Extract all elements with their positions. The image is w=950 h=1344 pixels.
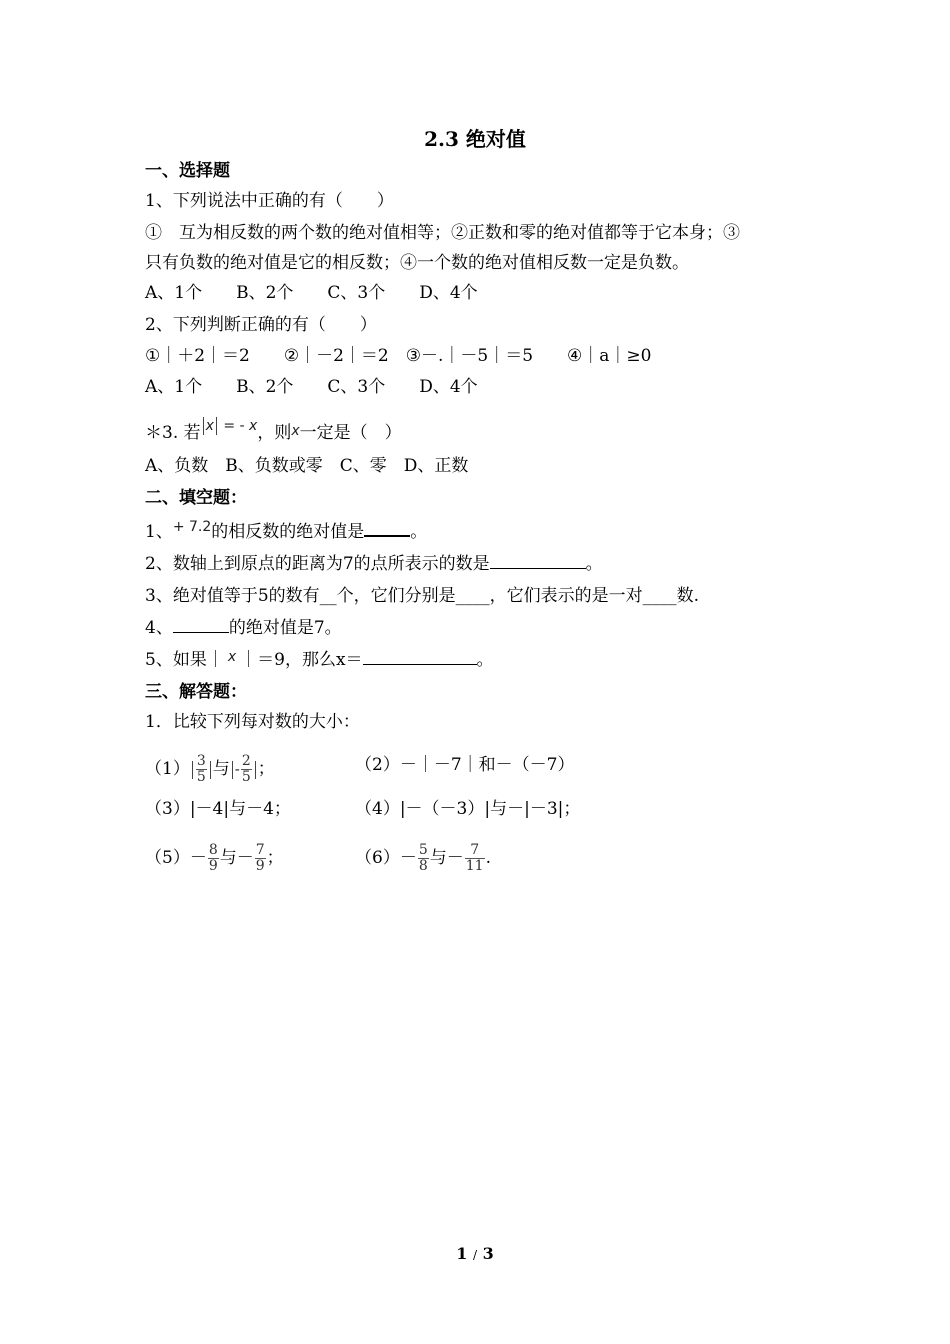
solve-part-6-label: （6）－ [355, 848, 417, 868]
fill-5-text: ｜＝9，那么x＝ [240, 650, 363, 670]
page-current: 1 [456, 1244, 468, 1263]
fill-1-expression: + 7.2 [172, 519, 212, 535]
fill-2 [145, 553, 603, 575]
solve-part-2: （2）－｜－7｜和－（－7） [355, 755, 575, 775]
fraction-2-5 [241, 754, 252, 785]
question-1-options: A、1个 B、2个 C、3个 D、4个 [145, 283, 478, 303]
section-heading-choice: 一、选择题 [145, 161, 230, 181]
abs-bar [210, 761, 211, 779]
solve-part-1-mid: 与 [212, 759, 230, 779]
fraction-numerator: 2 [241, 753, 251, 769]
page-title: 2.3 绝对值 [424, 127, 526, 151]
fraction-denominator: 5 [241, 769, 251, 785]
question-1-line-1: ① 互为相反数的两个数的绝对值相等；②正数和零的绝对值都等于它本身；③ [145, 223, 740, 243]
solve-part-1-label: （1） [145, 759, 190, 779]
solve-part-1-minus: - [234, 762, 240, 778]
page-number [0, 1244, 950, 1263]
abs-bar-right [216, 417, 217, 435]
fill-1-end: 。 [410, 522, 428, 542]
fill-5-var: x [227, 649, 237, 665]
solve-part-5 [145, 843, 284, 874]
fill-4-prefix: 4、 [145, 618, 173, 638]
fraction-denominator: 5 [196, 769, 206, 785]
page-separator: / [472, 1248, 478, 1262]
fill-5-prefix: 5、如果｜ [145, 650, 224, 670]
fill-1-prefix: 1、 [145, 522, 173, 542]
solve-part-3: （3）|－4|与－4； [145, 799, 291, 819]
abs-bar-left [203, 417, 204, 435]
fraction-denominator: 9 [208, 858, 218, 874]
fraction-numerator: 5 [418, 842, 428, 858]
solve-part-1 [145, 754, 275, 785]
fill-4-text: 的绝对值是7。 [228, 618, 342, 638]
fraction-5-8 [418, 843, 429, 874]
question-1-stem: 1、下列说法中正确的有（ ） [145, 191, 394, 211]
solve-part-5-mid: 与－ [219, 848, 254, 868]
abs-bar [232, 761, 233, 779]
fill-5-end: 。 [476, 650, 494, 670]
solve-part-5-end: ； [266, 848, 284, 868]
solve-part-5-label: （5）－ [145, 848, 207, 868]
question-3-options: A、负数 B、负数或零 C、零 D、正数 [145, 456, 469, 476]
fraction-numerator: 8 [208, 842, 218, 858]
fraction-7-9 [255, 843, 266, 874]
abs-bar [255, 761, 256, 779]
fraction-7-11 [465, 843, 485, 874]
solve-part-4: （4）|－（－3）|与－|－3|； [355, 799, 581, 819]
question-1-line-2: 只有负数的绝对值是它的相反数；④一个数的绝对值相反数一定是负数。 [145, 253, 689, 273]
solve-1-stem: 1．比较下列每对数的大小： [145, 712, 360, 732]
fill-2-blank[interactable] [490, 554, 586, 569]
question-3-stem [145, 418, 402, 445]
fill-1-blank[interactable] [364, 521, 410, 537]
fill-2-text: 2、数轴上到原点的距离为7的点所表示的数是 [145, 554, 490, 574]
solve-part-6 [355, 843, 491, 874]
fraction-denominator: 8 [418, 858, 428, 874]
fraction-denominator: 11 [465, 858, 484, 874]
question-2-stem: 2、下列判断正确的有（ ） [145, 315, 377, 335]
page-total: 3 [482, 1244, 494, 1263]
question-3-var: x [291, 423, 300, 439]
fill-1 [145, 521, 427, 544]
fraction-numerator: 3 [196, 753, 206, 769]
fill-3: 3、绝对值等于5的数有__个，它们分别是____，它们表示的是一对____数. [145, 586, 700, 606]
question-3-expr-x: x [205, 418, 214, 434]
solve-part-6-mid: 与－ [429, 848, 464, 868]
solve-part-1-end: ； [257, 759, 275, 779]
question-3-suffix: 一定是（ ） [299, 423, 402, 443]
fill-5 [145, 649, 494, 672]
solve-part-6-end: . [485, 848, 491, 868]
fill-2-end: 。 [585, 554, 603, 574]
question-2-options: A、1个 B、2个 C、3个 D、4个 [145, 377, 478, 397]
fraction-numerator: 7 [470, 842, 480, 858]
fill-1-text: 的相反数的绝对值是 [211, 522, 365, 542]
section-heading-solve: 三、解答题： [145, 682, 247, 702]
fill-4 [145, 617, 342, 639]
fraction-3-5 [196, 754, 207, 785]
question-3-prefix: ＊3. 若 [145, 423, 201, 443]
question-3-mid: ，则 [257, 423, 292, 443]
fraction-8-9 [208, 843, 219, 874]
fill-4-blank[interactable] [173, 618, 229, 633]
fraction-denominator: 9 [255, 858, 265, 874]
section-heading-fill: 二、填空题： [145, 488, 247, 508]
question-3-expression [201, 418, 258, 434]
abs-bar [192, 761, 193, 779]
question-3-expr-rest: = - x [223, 418, 258, 434]
fraction-numerator: 7 [255, 842, 265, 858]
fill-5-blank[interactable] [363, 650, 477, 665]
question-2-items: ①｜＋2｜＝2 ②｜－2｜＝2 ③－.｜－5｜＝5 ④｜a｜≥0 [145, 346, 652, 366]
